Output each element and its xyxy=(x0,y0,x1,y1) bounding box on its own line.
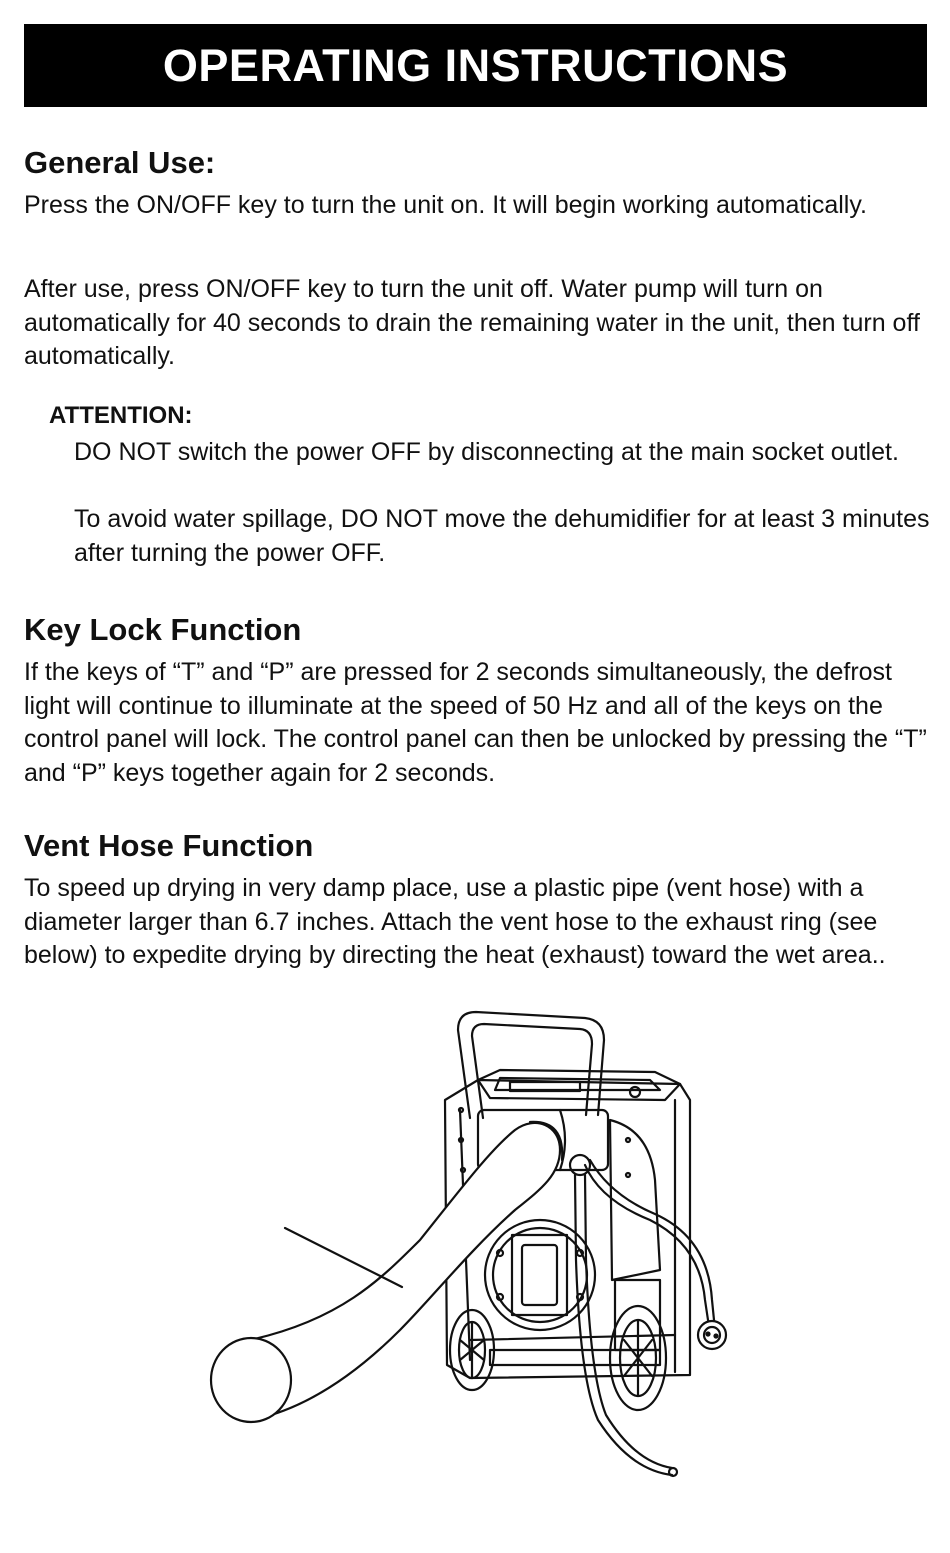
key-lock-paragraph: If the keys of “T” and “P” are pressed for 2 seconds simultaneously, the defrost light will continue to illuminate at the speed of 50 Hz and all of the keys on the control panel will lock. The control panel can then be unlocked by pressing the “T” and “P” keys together again for 2 seconds. xyxy=(24,658,927,787)
key-lock-heading: Key Lock Function xyxy=(24,612,302,647)
wheel-right xyxy=(610,1306,666,1410)
vent-hose-heading: Vent Hose Function xyxy=(24,828,314,863)
page-title-banner xyxy=(24,24,927,107)
attention-line-2: To avoid water spillage, DO NOT move the dehumidifier for at least 3 minutes after turning the power OFF. xyxy=(74,505,930,567)
handle xyxy=(458,1012,604,1118)
power-cord xyxy=(585,1160,714,1320)
plug-icon xyxy=(698,1321,726,1349)
control-panel xyxy=(478,1070,680,1100)
label-leader-line xyxy=(285,1228,402,1287)
wheel-left xyxy=(450,1310,494,1390)
attention-title: ATTENTION: xyxy=(49,402,193,429)
general-use-paragraph-2: After use, press ON/OFF key to turn the unit off. Water pump will turn on automatically for 40 seconds to drain the remaining water in the unit, then turn off automatically. xyxy=(24,275,920,370)
attention-line-1: DO NOT switch the power OFF by disconnecting at the main socket outlet. xyxy=(74,438,899,466)
dehumidifier-vent-hose-illustration xyxy=(0,1000,950,1553)
vent-hose-paragraph: To speed up drying in very damp place, use a plastic pipe (vent hose) with a diameter larger than 6.7 inches. Attach the vent hose to the exhaust ring (see below) to expedite drying by directing the heat (exhaust) toward the wet area.. xyxy=(24,874,886,969)
page-title: OPERATING INSTRUCTIONS xyxy=(162,39,789,91)
general-use-heading: General Use: xyxy=(24,145,216,180)
general-use-paragraph-1: Press the ON/OFF key to turn the unit on. It will begin working automatically. xyxy=(24,191,867,219)
